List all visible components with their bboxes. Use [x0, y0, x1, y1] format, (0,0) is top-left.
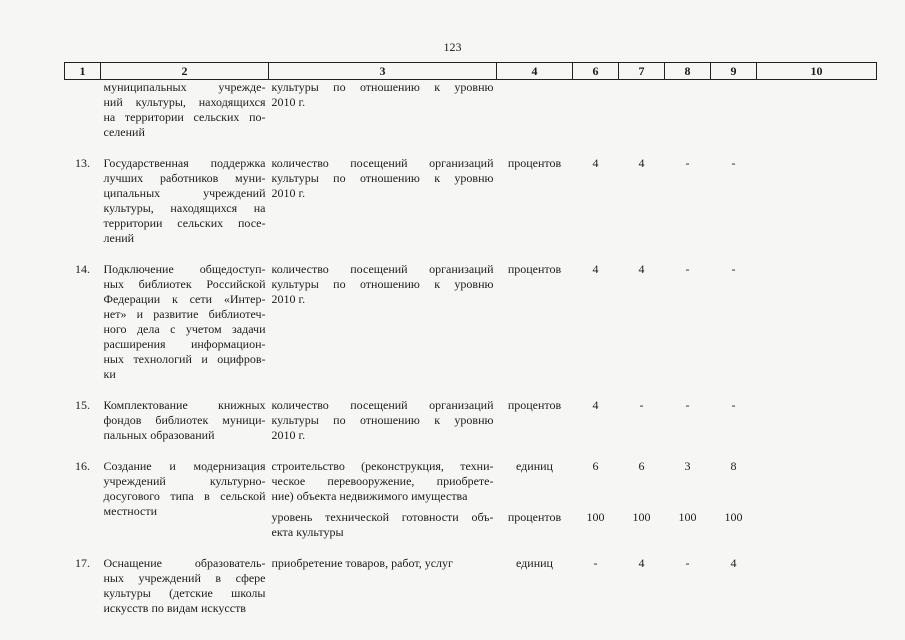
value-9: 100	[724, 510, 743, 524]
value-10	[757, 80, 877, 141]
row-number-text: 15.	[75, 398, 90, 412]
table-header	[65, 63, 877, 80]
value-10	[757, 246, 877, 382]
unit-of-measure	[497, 80, 573, 141]
indicator-name	[269, 504, 497, 540]
row-number-text: 16.	[75, 459, 90, 473]
event-name-line: искусств по видам искусств	[103, 601, 246, 615]
event-name-line: нет» и развитие библиотеч-	[103, 307, 266, 321]
event-name-line: пальных образований	[103, 428, 215, 442]
header-col-2: 2	[101, 63, 269, 80]
indicator-name	[269, 140, 497, 246]
value-10	[757, 443, 877, 504]
event-name	[101, 540, 269, 616]
value-7: -	[639, 398, 644, 412]
indicator-line: строительство (реконструкция, техни-	[271, 459, 494, 473]
indicator-line: культуры по отношению к уровню	[271, 171, 494, 185]
header-col-1: 1	[65, 63, 101, 80]
indicator-line: 2010 г.	[271, 95, 306, 109]
event-name-line: Подключение общедоступ-	[103, 262, 266, 276]
value-9: -	[731, 398, 736, 412]
row-number-text: 14.	[75, 262, 90, 276]
event-name-line: муниципальных учрежде-	[103, 80, 266, 94]
row-number-text: 17.	[75, 556, 90, 570]
indicator-line: количество посещений организаций	[271, 398, 494, 412]
value-6: 4	[592, 262, 599, 276]
header-col-3: 3	[269, 63, 497, 80]
value-6: 4	[592, 398, 599, 412]
header-col-4: 4	[497, 63, 573, 80]
event-name	[101, 443, 269, 540]
header-col-10: 10	[757, 63, 877, 80]
value-10	[757, 382, 877, 443]
indicators-table	[64, 62, 877, 616]
event-name-line: Комплектование книжных	[103, 398, 266, 412]
indicator-line: культуры по отношению к уровню	[271, 277, 494, 291]
indicator-line: ние) объекта недвижимого имущества	[271, 489, 468, 503]
table-row	[65, 382, 877, 443]
event-name-line: ных учреждений в сфере	[103, 571, 266, 585]
value-8: 100	[678, 510, 697, 524]
indicator-name	[269, 80, 497, 141]
indicator-line: культуры по отношению к уровню	[271, 413, 494, 427]
row-number	[65, 382, 101, 443]
event-name-line: ки	[103, 367, 116, 381]
unit-of-measure: процентов	[507, 262, 562, 276]
table-row	[65, 140, 877, 246]
event-name-line: на территории сельских по-	[103, 110, 266, 124]
indicator-line: 2010 г.	[271, 428, 306, 442]
row-number	[65, 246, 101, 382]
indicator-line: екта культуры	[271, 525, 344, 539]
table-row	[65, 443, 877, 504]
row-number	[65, 140, 101, 246]
event-name-line: культуры (детские школы	[103, 586, 266, 600]
value-9	[711, 80, 757, 141]
indicator-name	[269, 443, 497, 504]
event-name-line: ний культуры, находящихся	[103, 95, 266, 109]
indicator-line: уровень технической готовности объ-	[271, 510, 494, 524]
indicator-name	[269, 246, 497, 382]
value-6	[573, 80, 619, 141]
indicator-name	[269, 382, 497, 443]
value-10	[757, 140, 877, 246]
value-7: 6	[638, 459, 645, 473]
value-6: 4	[592, 156, 599, 170]
indicator-line: культуры по отношению к уровню	[271, 80, 494, 94]
page-number: 123	[443, 40, 462, 54]
value-8: -	[685, 556, 690, 570]
unit-of-measure: единиц	[516, 459, 553, 473]
value-9: 8	[730, 459, 737, 473]
event-name	[101, 382, 269, 443]
event-name-line: досугового типа в сельской	[103, 489, 266, 503]
indicator-line: ческое перевооружение, приобрете-	[271, 474, 494, 488]
table-row	[65, 540, 877, 616]
event-name-line: ных технологий и оцифров-	[103, 352, 266, 366]
value-7: 100	[632, 510, 651, 524]
value-8: 3	[684, 459, 691, 473]
value-7: 4	[638, 156, 645, 170]
table-body	[65, 80, 877, 617]
indicator-line: количество посещений организаций	[271, 156, 494, 170]
value-8: -	[685, 262, 690, 276]
value-7: 4	[638, 262, 645, 276]
event-name	[101, 246, 269, 382]
event-name-line: Государственная поддержка	[103, 156, 266, 170]
value-8: -	[685, 398, 690, 412]
value-8: -	[685, 156, 690, 170]
row-number	[65, 80, 101, 141]
table-row	[65, 246, 877, 382]
unit-of-measure: процентов	[507, 398, 562, 412]
event-name-line: Федерации к сети «Интер-	[103, 292, 266, 306]
event-name-line: Оснащение образователь-	[103, 556, 266, 570]
unit-of-measure: единиц	[516, 556, 553, 570]
event-name-line: ных библиотек Российской	[103, 277, 266, 291]
value-7	[619, 80, 665, 141]
indicator-line: 2010 г.	[271, 186, 306, 200]
event-name-line: лений	[103, 231, 135, 245]
value-6: -	[593, 556, 598, 570]
header-row	[65, 63, 877, 80]
indicators-table-wrapper	[64, 62, 876, 616]
event-name-line: расширения информацион-	[103, 337, 266, 351]
value-9: -	[731, 156, 736, 170]
header-col-9: 9	[711, 63, 757, 80]
event-name-line: местности	[103, 504, 158, 518]
value-6: 6	[592, 459, 599, 473]
event-name-line: лучших работников муни-	[103, 171, 266, 185]
event-name-line: Создание и модернизация	[103, 459, 266, 473]
event-name-line: ципальных учреждений	[103, 186, 266, 200]
event-name	[101, 80, 269, 141]
indicator-line: приобретение товаров, работ, услуг	[271, 556, 453, 570]
unit-of-measure: процентов	[507, 156, 562, 170]
indicator-line: 2010 г.	[271, 292, 306, 306]
event-name-line: фондов библиотек муници-	[103, 413, 266, 427]
event-name-line: территории сельских посе-	[103, 216, 266, 230]
value-10	[757, 540, 877, 616]
row-number-text: 13.	[75, 156, 90, 170]
row-number	[65, 443, 101, 540]
event-name-line: селений	[103, 125, 145, 139]
header-col-7: 7	[619, 63, 665, 80]
header-col-6: 6	[573, 63, 619, 80]
value-7: 4	[638, 556, 645, 570]
value-9: -	[731, 262, 736, 276]
value-6: 100	[586, 510, 605, 524]
indicator-line: количество посещений организаций	[271, 262, 494, 276]
event-name-line: культуры, находящихся на	[103, 201, 266, 215]
event-name-line: ного дела с учетом задачи	[103, 322, 266, 336]
value-10	[757, 504, 877, 540]
event-name	[101, 140, 269, 246]
unit-of-measure: процентов	[507, 510, 562, 524]
value-9: 4	[730, 556, 737, 570]
row-number	[65, 540, 101, 616]
header-col-8: 8	[665, 63, 711, 80]
table-row	[65, 80, 877, 141]
value-8	[665, 80, 711, 141]
indicator-name	[269, 540, 497, 616]
event-name-line: учреждений культурно-	[103, 474, 266, 488]
